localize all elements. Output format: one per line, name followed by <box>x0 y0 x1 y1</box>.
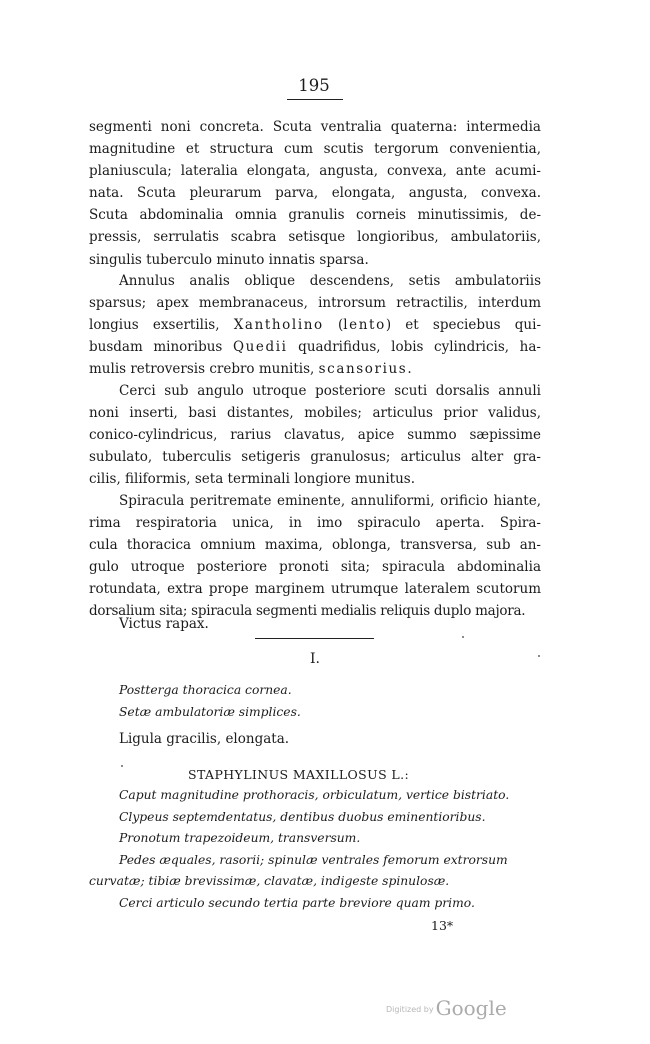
species-name-lento: lento <box>343 317 386 334</box>
text-line: Cerci sub angulo utroque posteriore scuti dorsalis annuli <box>119 383 541 399</box>
watermark-caption: Digitized by <box>386 1005 434 1014</box>
diagnosis-line: curvatæ; tibiæ brevissimæ, clavatæ, indigeste spinulosæ. <box>89 874 450 888</box>
text-line: nata. Scuta pleurarum parva, elongata, angusta, convexa. <box>89 185 541 202</box>
text-line <box>89 358 541 380</box>
text-line: Scuta abdominalia omnia granulis corneis minutissimis, de- <box>89 207 541 224</box>
diagnosis-line: Cerci articulo secundo tertia parte breviore quam primo. <box>119 896 475 910</box>
paper-speck <box>121 765 123 767</box>
text-line: Annulus analis oblique descendens, setis ambulatoriis <box>119 273 541 289</box>
genus-name-xantholinus: Xantholino <box>233 317 324 334</box>
text-run: ( <box>323 317 344 334</box>
species-heading: STAPHYLINUS MAXILLOSUS L.: <box>188 767 410 782</box>
text-line: sparsus; apex membranaceus, introrsum retractilis, interdum <box>89 295 541 312</box>
diagnosis-line: Pedes æquales, rasorii; spinulæ ventrales femorum extrorsum <box>119 853 508 867</box>
diagnosis-line: Pronotum trapezoideum, transversum. <box>119 831 361 845</box>
text-line: noni inserti, basi distantes, mobiles; articulus prior validus, <box>89 405 541 422</box>
section-rule <box>255 638 374 639</box>
term-scansorius: scansorius <box>318 361 408 378</box>
paper-speck <box>462 636 464 638</box>
google-logo: Google <box>435 996 507 1020</box>
text-run: quadrifidus, lobis cylindricis, ha- <box>287 339 541 356</box>
character-line: Ligula gracilis, elongata. <box>119 731 290 747</box>
text-line <box>89 336 541 358</box>
text-line: Spiracula peritremate eminente, annuliformi, orificio hiante, <box>119 493 541 509</box>
text-line: magnitudine et structura cum scutis tergorum convenientia, <box>89 141 541 158</box>
text-line: dorsalium sita; spiracula segmenti medialis reliquis duplo majora. <box>89 603 526 620</box>
text-line: segmenti noni concreta. Scuta ventralia quaterna: intermedia <box>89 119 541 135</box>
text-line: cilis, filiformis, seta terminali longiore munitus. <box>89 471 416 488</box>
text-line: singulis tuberculo minuto innatis sparsa. <box>89 251 369 268</box>
text-run: longius exsertilis, <box>89 317 234 334</box>
digitized-watermark <box>386 996 507 1020</box>
paragraph-1 <box>89 116 541 271</box>
section-numeral: I. <box>310 651 320 667</box>
diagnosis-line: Caput magnitudine prothoracis, orbiculatum, vertice bistriato. <box>119 788 510 802</box>
paragraph-5 <box>89 613 541 635</box>
text-line: Victus rapax. <box>119 616 209 632</box>
text-line: planiuscula; lateralia elongata, angusta, convexa, ante acumi- <box>89 163 541 180</box>
text-line: subulato, tuberculis setigeris granulosus; articulus alter gra- <box>89 449 541 466</box>
text-line: rotundata, extra prope marginem utrumque lateralem scutorum <box>89 581 541 598</box>
text-line: gulo utroque posteriore pronoti sita; spiracula abdominalia <box>89 559 541 576</box>
text-run: busdam minoribus <box>89 339 233 356</box>
page-number-rule <box>287 99 343 100</box>
paragraph-2 <box>89 270 541 380</box>
text-line: conico-cylindricus, rarius clavatus, apice summo sæpissime <box>89 427 541 444</box>
text-line: pressis, serrulatis scabra setisque longioribus, ambulatoriis, <box>89 229 541 246</box>
character-line: Postterga thoracica cornea. <box>119 683 292 697</box>
genus-name-quedius: Quedii <box>232 339 288 356</box>
text-run: . <box>407 361 412 378</box>
text-line: rima respiratoria unica, in imo spiraculo aperta. Spira- <box>89 515 541 532</box>
paragraph-4 <box>89 490 541 623</box>
paper-speck <box>538 655 540 657</box>
text-run: mulis retroversis crebro munitis, <box>89 361 319 378</box>
character-line: Setæ ambulatoriæ simplices. <box>119 705 301 719</box>
diagnosis-line: Clypeus septemdentatus, dentibus duobus eminentioribus. <box>119 810 486 824</box>
text-run: ) et speciebus qui- <box>385 317 541 334</box>
text-line <box>89 314 541 336</box>
paragraph-3 <box>89 380 541 490</box>
page-number: 195 <box>298 76 330 95</box>
signature-mark: 13* <box>431 918 454 933</box>
text-line: cula thoracica omnium maxima, oblonga, transversa, sub an- <box>89 537 541 554</box>
